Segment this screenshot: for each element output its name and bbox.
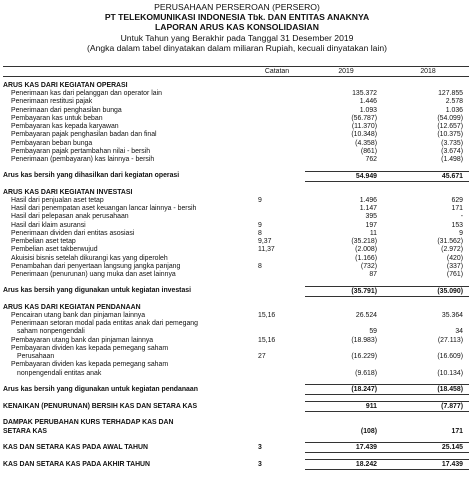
note-column-header: Catatan bbox=[249, 67, 305, 77]
line-item-value-2019: (4.358) bbox=[355, 139, 377, 147]
total-note bbox=[249, 385, 305, 395]
line-item-label: Penerimaan kas dari pelanggan dan operator lain bbox=[11, 90, 162, 97]
line-item-note bbox=[249, 123, 305, 131]
line-item-row bbox=[3, 123, 469, 131]
line-item-label: Perusahaan bbox=[17, 353, 55, 361]
line-item-value-2018: 629 bbox=[451, 196, 463, 204]
line-item-value-2018: (12.657) bbox=[437, 123, 463, 131]
total-note: 3 bbox=[258, 460, 262, 468]
line-item-note bbox=[249, 140, 305, 148]
total-label: KAS DAN SETARA KAS PADA AWAL TAHUN bbox=[3, 443, 148, 451]
line-item-note bbox=[249, 320, 305, 328]
total-value-2019: (35.791) bbox=[305, 286, 387, 296]
total-label: KENAIKAN (PENURUNAN) BERSIH KAS DAN SETARA KAS bbox=[3, 402, 198, 410]
line-item-value-2018: (761) bbox=[446, 271, 463, 279]
line-item-value-2018: (10.375) bbox=[437, 131, 463, 139]
total-value-2019: 17.439 bbox=[305, 443, 387, 453]
line-item-value-2019: (2.008) bbox=[355, 246, 377, 254]
line-item-note: 9 bbox=[258, 196, 262, 204]
statement-title: LAPORAN ARUS KAS KONSOLIDASIAN bbox=[155, 22, 319, 33]
line-item-value-2018: (3.674) bbox=[441, 148, 463, 156]
line-item-note: 27 bbox=[258, 353, 266, 361]
line-item-value-2019 bbox=[305, 345, 387, 353]
line-item-row bbox=[3, 255, 469, 263]
line-item-label: Hasil dari penjualan aset tetap bbox=[11, 196, 104, 204]
line-item-label: Akuisisi bisnis setelah dikurangi kas yang diperoleh bbox=[11, 254, 168, 262]
total-label: KAS DAN SETARA KAS PADA AKHIR TAHUN bbox=[3, 460, 150, 468]
line-item-label: nonpengendali entitas anak bbox=[17, 369, 102, 377]
line-item-note bbox=[249, 271, 305, 279]
total-note: 3 bbox=[258, 443, 262, 451]
year-2019-column-header: 2019 bbox=[305, 67, 387, 77]
document-header bbox=[0, 0, 474, 53]
line-item-note bbox=[249, 213, 305, 221]
line-item-note: 9 bbox=[258, 221, 262, 229]
line-item-row bbox=[3, 370, 469, 378]
line-item-row bbox=[3, 156, 469, 164]
investing-total-row bbox=[3, 286, 469, 296]
line-item-label: Pembayaran beban bunga bbox=[11, 139, 93, 147]
line-item-note: 9,37 bbox=[258, 238, 272, 246]
total-note bbox=[249, 402, 305, 412]
line-item-label: Hasil dari klaim asuransi bbox=[11, 221, 86, 229]
line-item-value-2019: 11 bbox=[369, 229, 377, 237]
line-item-row bbox=[3, 205, 469, 213]
line-item-value-2019: 1.496 bbox=[359, 196, 377, 204]
line-item-label: Pembelian aset takberwujud bbox=[11, 246, 98, 254]
line-item-value-2018 bbox=[387, 361, 469, 369]
line-item-note bbox=[249, 90, 305, 98]
line-item-note bbox=[249, 98, 305, 106]
line-item-note: 8 bbox=[258, 229, 262, 237]
line-item-label: Pembayaran pajak penghasilan badan dan final bbox=[11, 131, 157, 139]
line-item-label: saham nonpengendali bbox=[17, 328, 85, 336]
line-item-row bbox=[3, 337, 469, 345]
fx-effect-row-values bbox=[3, 427, 469, 436]
investing-section-title bbox=[3, 188, 469, 197]
line-item-value-2018: 171 bbox=[451, 204, 463, 212]
line-item-value-2019: (1.166) bbox=[355, 254, 377, 262]
line-item-row bbox=[3, 115, 469, 123]
line-item-row bbox=[3, 353, 469, 361]
line-item-note: 15,16 bbox=[258, 311, 276, 319]
line-item-value-2018: (2.972) bbox=[441, 246, 463, 254]
line-item-row bbox=[3, 197, 469, 205]
financing-section-title bbox=[3, 303, 469, 312]
fx-effect-value-2019: (108) bbox=[360, 428, 377, 436]
financing-total-row bbox=[3, 385, 469, 395]
line-item-label: Penerimaan dividen dari entitas asosiasi bbox=[11, 229, 135, 237]
line-item-row bbox=[3, 107, 469, 115]
line-item-value-2018: 2.578 bbox=[445, 98, 463, 106]
line-item-label: Penerimaan setoran modal pada entitas anak dari pemegang bbox=[11, 319, 198, 327]
line-item-row bbox=[3, 222, 469, 230]
line-item-value-2019: (16.229) bbox=[351, 353, 377, 361]
line-item-value-2018: 153 bbox=[451, 221, 463, 229]
total-label: Arus kas bersih yang dihasilkan dari kegiatan operasi bbox=[3, 172, 180, 180]
line-item-row bbox=[3, 238, 469, 246]
total-value-2018: (35.090) bbox=[387, 286, 469, 296]
fx-effect-label-line1: DAMPAK PERUBAHAN KURS TERHADAP KAS DAN bbox=[3, 419, 174, 427]
line-item-value-2018: (16.609) bbox=[437, 353, 463, 361]
line-item-label: Penambahan dari penyertaan langsung jangka panjang bbox=[11, 263, 181, 271]
fx-effect-label-line2: SETARA KAS bbox=[3, 428, 48, 436]
section-title-label: ARUS KAS DARI KEGIATAN PENDANAAN bbox=[3, 303, 141, 311]
line-item-value-2019: (11.370) bbox=[351, 123, 377, 131]
line-item-note: 15,16 bbox=[258, 336, 276, 344]
opening-balance-row bbox=[3, 443, 469, 453]
line-item-note bbox=[249, 156, 305, 164]
line-item-value-2018 bbox=[387, 345, 469, 353]
line-item-value-2019 bbox=[305, 320, 387, 328]
line-item-note bbox=[249, 205, 305, 213]
line-item-value-2019: (18.983) bbox=[351, 336, 377, 344]
total-value-2019: (18.247) bbox=[305, 385, 387, 395]
line-item-row bbox=[3, 345, 469, 353]
line-item-value-2018: (3.735) bbox=[441, 139, 463, 147]
line-item-value-2018: (31.562) bbox=[437, 238, 463, 246]
line-item-label: Penerimaan (penurunan) uang muka dan aset lainnya bbox=[11, 271, 176, 279]
line-item-value-2019: 1.446 bbox=[359, 98, 377, 106]
total-value-2018: (18.458) bbox=[387, 385, 469, 395]
total-note bbox=[249, 171, 305, 181]
cash-flow-body bbox=[3, 77, 469, 470]
line-item-label: Hasil dari penempatan aset keuangan lancar lainnya - bersih bbox=[11, 204, 197, 212]
line-item-row bbox=[3, 312, 469, 320]
line-item-label: Pembayaran dividen kas kepada pemegang saham bbox=[11, 344, 169, 352]
line-item-note bbox=[249, 255, 305, 263]
line-item-value-2019: (9.618) bbox=[355, 369, 377, 377]
line-item-value-2019: 1.093 bbox=[359, 106, 377, 114]
line-item-value-2019: 135.372 bbox=[352, 90, 377, 97]
line-item-label: Pembayaran utang bank dan pinjaman lainnya bbox=[11, 336, 154, 344]
line-item-value-2019: (861) bbox=[360, 148, 377, 156]
line-item-row bbox=[3, 361, 469, 369]
line-item-note bbox=[249, 328, 305, 336]
line-item-row bbox=[3, 230, 469, 238]
fx-effect-row bbox=[3, 418, 469, 427]
line-item-label: Pembayaran pajak pertambahan nilai - bersih bbox=[11, 148, 151, 156]
unit-note: (Angka dalam tabel dinyatakan dalam miliaran Rupiah, kecuali dinyatakan lain) bbox=[87, 42, 387, 53]
line-item-value-2018: (27.113) bbox=[437, 336, 463, 344]
line-item-label: Hasil dari pelepasan anak perusahaan bbox=[11, 213, 129, 221]
line-item-row bbox=[3, 328, 469, 336]
line-item-value-2018: 1.036 bbox=[445, 106, 463, 114]
line-item-label: Pembelian aset tetap bbox=[11, 238, 76, 246]
cash-flow-table bbox=[3, 66, 469, 470]
total-label: Arus kas bersih yang digunakan untuk kegiatan investasi bbox=[3, 287, 192, 295]
fx-effect-value-2018: 171 bbox=[451, 428, 463, 436]
total-value-2018: 25.145 bbox=[387, 443, 469, 453]
line-item-row bbox=[3, 320, 469, 328]
line-item-value-2019: 395 bbox=[365, 213, 377, 221]
line-item-row bbox=[3, 246, 469, 254]
line-item-value-2018: 9 bbox=[459, 229, 463, 237]
company-name: PERUSAHAAN PERSEROAN (PERSERO) bbox=[154, 2, 320, 12]
line-item-value-2018: (420) bbox=[446, 254, 463, 262]
total-value-2019: 911 bbox=[305, 402, 387, 412]
line-item-label: Penerimaan (pembayaran) kas lainnya - bersih bbox=[11, 156, 155, 164]
statement-period: Untuk Tahun yang Berakhir pada Tanggal 31 Desember 2019 bbox=[120, 32, 354, 43]
line-item-note bbox=[249, 131, 305, 139]
total-note bbox=[249, 286, 305, 296]
section-title-label: ARUS KAS DARI KEGIATAN INVESTASI bbox=[3, 188, 133, 196]
line-item-value-2018: (10.134) bbox=[437, 369, 463, 377]
line-item-note bbox=[249, 148, 305, 156]
total-value-2018: 45.671 bbox=[387, 171, 469, 181]
line-item-label: Penerimaan restitusi pajak bbox=[11, 98, 93, 106]
total-value-2019: 54.949 bbox=[305, 171, 387, 181]
label-column-header bbox=[3, 67, 249, 77]
line-item-label: Pembayaran kas untuk beban bbox=[11, 114, 103, 122]
line-item-value-2019: (10.348) bbox=[351, 131, 377, 139]
total-value-2018: 17.439 bbox=[387, 460, 469, 470]
line-item-value-2018: 35.364 bbox=[441, 311, 463, 319]
line-item-row bbox=[3, 98, 469, 106]
line-item-note bbox=[249, 345, 305, 353]
line-item-row bbox=[3, 263, 469, 271]
year-2018-column-header: 2018 bbox=[387, 67, 469, 77]
line-item-row bbox=[3, 140, 469, 148]
line-item-label: Pembayaran dividen kas kepada pemegang saham bbox=[11, 361, 169, 369]
line-item-row bbox=[3, 271, 469, 279]
line-item-row bbox=[3, 213, 469, 221]
line-item-value-2018: 127.855 bbox=[438, 90, 463, 97]
line-item-note: 11,37 bbox=[258, 246, 275, 254]
fx-effect-note bbox=[249, 427, 305, 436]
line-item-note bbox=[249, 361, 305, 369]
net-change-row bbox=[3, 402, 469, 412]
total-value-2018: (7.877) bbox=[387, 402, 469, 412]
line-item-value-2019: 87 bbox=[369, 271, 377, 279]
line-item-value-2019: 1.147 bbox=[359, 204, 377, 212]
line-item-value-2018: (337) bbox=[446, 263, 463, 271]
line-item-row bbox=[3, 131, 469, 139]
line-item-note bbox=[249, 115, 305, 123]
line-item-row bbox=[3, 90, 469, 98]
line-item-value-2019: (35.218) bbox=[351, 238, 377, 246]
line-item-value-2019: 762 bbox=[365, 156, 377, 164]
line-item-value-2019: 59 bbox=[369, 328, 377, 336]
line-item-note: 8 bbox=[258, 263, 262, 271]
line-item-value-2019: (732) bbox=[360, 263, 377, 271]
line-item-label: Penerimaan dari penghasilan bunga bbox=[11, 106, 122, 114]
line-item-value-2018: - bbox=[460, 213, 463, 221]
line-item-value-2018: (54.099) bbox=[437, 114, 463, 122]
operating-section-title: ARUS KAS DARI KEGIATAN OPERASI bbox=[3, 82, 128, 89]
line-item-value-2018 bbox=[387, 320, 469, 328]
total-value-2019: 18.242 bbox=[305, 460, 387, 470]
line-item-value-2019: 26.524 bbox=[355, 311, 377, 319]
group-name: PT TELEKOMUNIKASI INDONESIA Tbk. DAN ENTITAS ANAKNYA bbox=[104, 12, 370, 23]
operating-total-row bbox=[3, 171, 469, 181]
line-item-value-2019 bbox=[305, 361, 387, 369]
line-item-value-2018: 34 bbox=[455, 328, 463, 336]
closing-balance-row bbox=[3, 460, 469, 470]
line-item-note bbox=[249, 370, 305, 378]
line-item-label: Pembayaran kas kepada karyawan bbox=[11, 123, 119, 131]
line-item-note bbox=[249, 107, 305, 115]
column-header-row bbox=[3, 67, 469, 77]
line-item-value-2019: 197 bbox=[365, 221, 377, 229]
total-label: Arus kas bersih yang digunakan untuk kegiatan pendanaan bbox=[3, 385, 198, 393]
line-item-value-2018: (1.498) bbox=[441, 156, 463, 164]
line-item-row bbox=[3, 148, 469, 156]
line-item-label: Pencairan utang bank dan pinjaman lainnya bbox=[11, 311, 146, 319]
line-item-value-2019: (56.787) bbox=[351, 114, 377, 122]
